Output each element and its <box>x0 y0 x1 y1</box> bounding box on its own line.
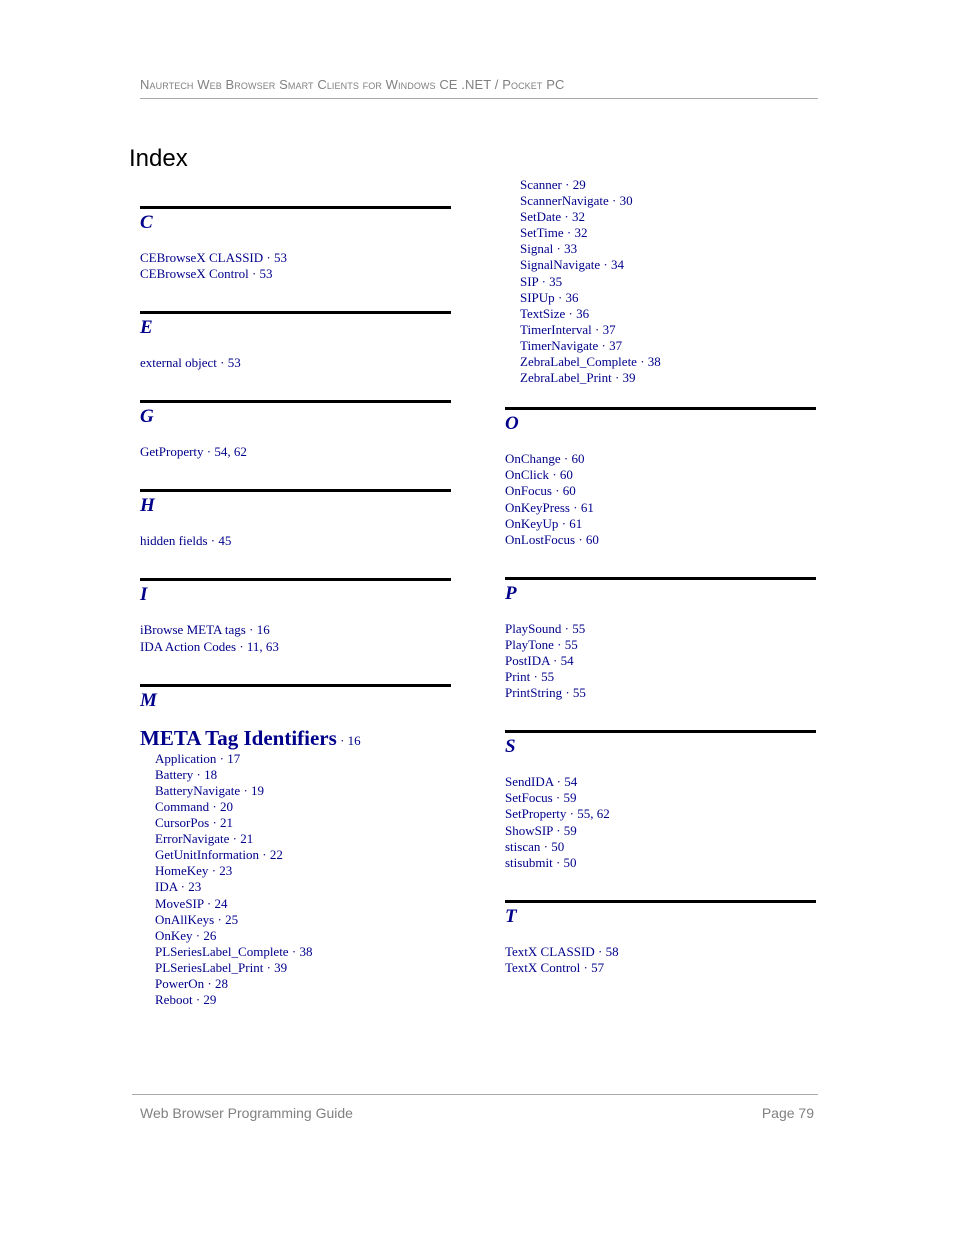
index-term[interactable]: CEBrowseX CLASSID <box>140 250 264 265</box>
section-entries <box>505 607 816 701</box>
index-term[interactable]: OnLostFocus <box>505 531 576 547</box>
separator: · <box>208 863 220 879</box>
separator: · <box>549 467 560 483</box>
index-entry[interactable] <box>505 855 816 871</box>
separator: · <box>192 992 204 1008</box>
page-reference[interactable]: 60 <box>559 467 573 483</box>
separator: · <box>216 750 228 766</box>
index-term[interactable]: Signal <box>520 241 554 257</box>
section-rule <box>140 578 451 581</box>
section-rule <box>505 730 816 733</box>
page-reference[interactable]: 11, 63 <box>246 638 279 654</box>
page-reference[interactable]: 29 <box>572 177 586 192</box>
separator: · <box>553 636 565 652</box>
page-reference[interactable]: 53 <box>274 250 287 265</box>
page-reference[interactable]: 54, 62 <box>214 444 247 460</box>
separator: · <box>566 806 578 822</box>
section-letter: T <box>505 905 517 927</box>
meta-subentry[interactable] <box>155 960 451 976</box>
index-section-e <box>140 311 451 371</box>
meta-subentry[interactable] <box>520 274 816 290</box>
running-header: Naurtech Web Browser Smart Clients for Windows CE .NET / Pocket PC <box>140 77 818 99</box>
page-reference[interactable]: 60 <box>571 451 585 467</box>
meta-subentry[interactable] <box>520 322 816 338</box>
section-entries <box>140 519 451 549</box>
separator: · <box>594 943 606 959</box>
page-reference[interactable]: 59 <box>563 790 577 806</box>
separator: · <box>209 815 221 831</box>
index-entry[interactable] <box>140 622 451 638</box>
page-reference[interactable]: 37 <box>602 321 616 337</box>
meta-tag-term[interactable]: META Tag Identifiers <box>140 725 337 750</box>
index-term[interactable]: ScannerNavigate <box>520 193 609 209</box>
separator: · <box>263 250 274 265</box>
separator: · <box>560 451 572 467</box>
separator: · <box>562 685 573 701</box>
meta-subentry[interactable] <box>520 209 816 225</box>
index-section-o <box>505 407 816 548</box>
meta-subentry[interactable] <box>520 225 816 241</box>
index-entry[interactable] <box>140 266 451 282</box>
page-reference[interactable]: 18 <box>204 766 218 782</box>
meta-subentry[interactable] <box>520 193 816 209</box>
index-term[interactable]: SignalNavigate <box>520 257 601 273</box>
page-reference[interactable]: 19 <box>251 782 265 798</box>
index-term[interactable]: iBrowse META tags <box>140 622 246 638</box>
page-reference[interactable]: 61 <box>580 499 594 515</box>
section-letter: S <box>505 736 516 758</box>
section-entries <box>140 341 451 371</box>
index-section-c <box>140 206 451 282</box>
section-letter: G <box>140 406 154 428</box>
index-term[interactable]: OnClick <box>505 467 550 483</box>
separator: · <box>192 927 204 943</box>
index-term[interactable]: SendIDA <box>505 774 554 790</box>
section-letter: O <box>505 413 519 435</box>
section-letter: C <box>140 212 153 233</box>
page-reference[interactable]: 28 <box>214 975 228 991</box>
separator: · <box>214 911 226 927</box>
separator: · <box>552 822 564 838</box>
section-letter: P <box>505 582 517 604</box>
meta-subentry[interactable] <box>155 912 451 928</box>
page-reference[interactable]: 50 <box>563 854 577 870</box>
section-entries <box>505 437 816 548</box>
separator: · <box>540 838 552 854</box>
section-letter: I <box>140 584 148 606</box>
index-section-h <box>140 489 451 549</box>
separator: · <box>538 273 550 289</box>
index-entry[interactable] <box>140 639 451 655</box>
index-column-left <box>140 206 451 1008</box>
page-reference[interactable]: 33 <box>564 241 578 257</box>
separator: · <box>558 515 570 531</box>
index-term[interactable]: PowerOn <box>155 975 205 991</box>
section-rule <box>505 900 816 903</box>
index-entry[interactable] <box>140 533 451 549</box>
separator: · <box>240 782 252 798</box>
meta-subentry[interactable] <box>520 354 816 370</box>
meta-tag-pages: · 16 <box>336 732 361 748</box>
section-entries <box>140 608 451 654</box>
meta-subentry[interactable] <box>520 370 816 386</box>
index-term[interactable]: Reboot <box>155 992 193 1008</box>
meta-subentry[interactable] <box>155 783 451 799</box>
meta-tag-page-number[interactable]: 16 <box>347 732 361 748</box>
right-sections <box>505 407 816 976</box>
separator: · <box>553 241 565 257</box>
index-term[interactable]: PLSeriesLabel_Print <box>155 959 264 975</box>
index-entry[interactable] <box>505 839 816 855</box>
meta-subentry[interactable] <box>155 767 451 783</box>
index-term[interactable]: OnFocus <box>505 483 552 499</box>
section-entries <box>505 930 816 976</box>
meta-subentry[interactable] <box>155 928 451 944</box>
index-entry[interactable] <box>505 500 816 516</box>
footer-page-number: Page 79 <box>761 1105 814 1121</box>
page-reference[interactable]: 58 <box>605 943 619 959</box>
page-reference[interactable]: 22 <box>269 847 283 863</box>
index-term[interactable]: ZebraLabel_Complete <box>520 354 637 370</box>
index-entry[interactable] <box>505 451 816 467</box>
page-reference[interactable]: 55 <box>564 636 578 652</box>
page-reference[interactable]: 38 <box>299 943 313 959</box>
index-term[interactable]: OnKeyUp <box>505 515 559 531</box>
section-letter: M <box>140 689 157 711</box>
index-term[interactable]: MoveSIP <box>155 895 204 911</box>
separator: · <box>591 321 603 337</box>
page-reference[interactable]: 61 <box>569 515 583 531</box>
index-term[interactable]: Command <box>155 798 210 814</box>
index-term[interactable]: stisubmit <box>505 854 553 870</box>
index-term[interactable]: Print <box>505 669 531 685</box>
separator: · <box>561 620 573 636</box>
index-term[interactable]: stiscan <box>505 838 541 854</box>
separator: · <box>248 266 260 282</box>
index-entry[interactable] <box>505 637 816 653</box>
page-reference[interactable]: 36 <box>565 289 579 305</box>
page-reference[interactable]: 39 <box>274 959 288 975</box>
page-reference[interactable]: 35 <box>549 273 563 289</box>
separator: · <box>611 370 623 386</box>
index-section-s <box>505 730 816 871</box>
section-rule <box>140 684 451 687</box>
page-reference[interactable]: 34 <box>611 257 624 273</box>
index-term[interactable]: SetFocus <box>505 790 553 806</box>
separator: · <box>580 959 592 975</box>
index-term[interactable]: ShowSIP <box>505 822 553 838</box>
section-rule <box>140 489 451 492</box>
index-term[interactable]: TextSize <box>520 305 566 321</box>
footer-title: Web Browser Programming Guide <box>140 1105 353 1121</box>
separator: · <box>236 638 247 654</box>
page-reference[interactable]: 21 <box>220 815 234 831</box>
index-term[interactable]: SetProperty <box>505 806 567 822</box>
page-reference[interactable]: 53 <box>259 266 273 282</box>
meta-subentry[interactable] <box>520 306 816 322</box>
index-term[interactable]: PrintString <box>505 685 563 701</box>
index-entry[interactable] <box>505 669 816 685</box>
separator: · <box>177 879 189 895</box>
index-entry[interactable] <box>505 483 816 499</box>
page-reference[interactable]: 29 <box>203 992 217 1008</box>
index-term[interactable]: IDA <box>155 879 178 895</box>
separator: · <box>229 831 241 847</box>
index-entry[interactable] <box>505 532 816 548</box>
index-term[interactable]: PostIDA <box>505 652 550 668</box>
page-reference[interactable]: 38 <box>647 354 661 370</box>
left-sections <box>140 206 451 714</box>
page-reference[interactable]: 25 <box>225 911 239 927</box>
index-section-p <box>505 577 816 701</box>
index-term[interactable]: BatteryNavigate <box>155 782 241 798</box>
section-entries <box>140 430 451 460</box>
page-reference[interactable]: 55, 62 <box>577 806 610 822</box>
index-entry[interactable] <box>505 685 816 701</box>
meta-subentry[interactable] <box>520 338 816 354</box>
separator: · <box>204 975 215 991</box>
page-reference[interactable]: 20 <box>220 798 234 814</box>
page-reference[interactable]: 54 <box>564 774 578 790</box>
section-letter: H <box>140 495 155 517</box>
page-reference[interactable]: 26 <box>203 927 217 943</box>
separator: · <box>209 798 221 814</box>
index-column-right <box>505 177 816 976</box>
separator: · <box>258 847 270 863</box>
section-entries <box>505 760 816 871</box>
meta-tag-subentries-continued <box>505 177 816 386</box>
index-section-g <box>140 400 451 460</box>
meta-subentry[interactable] <box>155 992 451 1008</box>
page-title: Index <box>129 145 188 172</box>
meta-subentry[interactable] <box>520 257 816 273</box>
separator: · <box>263 959 275 975</box>
separator: · <box>549 652 561 668</box>
index-term[interactable]: TextX Control <box>505 959 581 975</box>
index-term[interactable]: ZebraLabel_Print <box>520 370 612 386</box>
index-term[interactable]: CursorPos <box>155 815 210 831</box>
meta-subentry[interactable] <box>155 751 451 767</box>
section-rule <box>140 400 451 403</box>
index-term[interactable]: TimerNavigate <box>520 337 599 353</box>
separator: · <box>563 225 575 241</box>
index-term[interactable]: Battery <box>155 766 194 782</box>
page-reference[interactable]: 53 <box>227 355 241 371</box>
index-entry[interactable] <box>140 444 451 460</box>
index-term[interactable]: OnKeyPress <box>505 499 570 515</box>
separator: · <box>561 177 573 192</box>
index-term[interactable]: IDA Action Codes <box>140 638 237 654</box>
index-term[interactable]: OnChange <box>505 451 561 467</box>
separator: · <box>608 193 620 209</box>
meta-subentry[interactable] <box>155 799 451 815</box>
index-entry[interactable] <box>505 806 816 822</box>
page-reference[interactable]: 39 <box>622 370 636 386</box>
page-reference[interactable]: 32 <box>574 225 588 241</box>
index-entry[interactable] <box>505 467 816 483</box>
separator: · <box>530 669 542 685</box>
index-entry[interactable] <box>505 960 816 976</box>
index-term[interactable]: GetProperty <box>140 444 204 460</box>
index-entry[interactable] <box>140 250 451 266</box>
meta-tag-subentries <box>140 751 451 1009</box>
separator: · <box>203 444 215 460</box>
page-reference[interactable]: 23 <box>219 863 233 879</box>
index-entry[interactable] <box>505 823 816 839</box>
separator: · <box>554 289 566 305</box>
meta-subentry[interactable] <box>520 241 816 257</box>
page-footer <box>132 1094 818 1121</box>
index-term[interactable]: PlayTone <box>505 636 554 652</box>
page-reference[interactable]: 55 <box>541 669 555 685</box>
index-term[interactable]: TextX CLASSID <box>505 943 595 959</box>
page-reference[interactable]: 54 <box>560 652 574 668</box>
index-term[interactable]: hidden fields <box>140 533 208 549</box>
index-term[interactable]: PLSeriesLabel_Complete <box>155 943 289 959</box>
index-term[interactable]: SetTime <box>520 225 564 241</box>
separator: · <box>552 854 564 870</box>
separator: · <box>600 257 611 273</box>
page-reference[interactable]: 55 <box>572 685 586 701</box>
page-reference[interactable]: 60 <box>585 531 599 547</box>
index-term[interactable]: GetUnitInformation <box>155 847 259 863</box>
section-entries <box>140 236 451 282</box>
separator: · <box>636 354 648 370</box>
page-reference[interactable]: 16 <box>256 622 270 638</box>
page-reference[interactable]: 23 <box>188 879 202 895</box>
separator: · <box>551 483 563 499</box>
separator: · <box>193 766 205 782</box>
meta-subentry[interactable] <box>155 863 451 879</box>
page-reference[interactable]: 60 <box>562 483 576 499</box>
index-entry[interactable] <box>505 944 816 960</box>
page-reference[interactable]: 36 <box>576 305 590 321</box>
page-reference[interactable]: 17 <box>227 750 241 766</box>
index-section-m <box>140 684 451 714</box>
separator: · <box>203 895 215 911</box>
page-reference[interactable]: 57 <box>591 959 605 975</box>
index-term[interactable]: OnAllKeys <box>155 911 215 927</box>
separator: · <box>570 499 581 515</box>
meta-subentry[interactable] <box>155 944 451 960</box>
index-term[interactable]: TimerInterval <box>520 321 592 337</box>
page-reference[interactable]: 21 <box>240 831 254 847</box>
page-reference[interactable]: 45 <box>218 533 232 549</box>
separator: · <box>553 774 565 790</box>
page-reference[interactable]: 37 <box>609 337 623 353</box>
index-entry[interactable] <box>140 355 451 371</box>
section-rule <box>505 407 816 410</box>
index-term[interactable]: SIP <box>520 273 539 289</box>
index-entry[interactable] <box>505 774 816 790</box>
section-rule <box>140 206 451 209</box>
index-term[interactable]: Application <box>155 750 217 766</box>
index-term[interactable]: ErrorNavigate <box>155 831 230 847</box>
index-section-t <box>505 900 816 976</box>
separator: · <box>565 305 577 321</box>
separator: · <box>575 531 586 547</box>
index-entry[interactable] <box>505 516 816 532</box>
index-term[interactable]: external object <box>140 355 217 371</box>
separator: · <box>288 943 300 959</box>
meta-subentry[interactable] <box>155 879 451 895</box>
index-entry[interactable] <box>505 790 816 806</box>
meta-subentry[interactable] <box>155 815 451 831</box>
meta-subentry[interactable] <box>155 976 451 992</box>
section-rule <box>140 311 451 314</box>
index-term[interactable]: Scanner <box>520 177 562 192</box>
page-reference[interactable]: 59 <box>563 822 577 838</box>
page-reference[interactable]: 50 <box>551 838 565 854</box>
separator: · <box>216 355 228 371</box>
section-letter: E <box>140 317 153 339</box>
separator: · <box>598 337 610 353</box>
index-term[interactable]: SetDate <box>520 209 562 225</box>
separator: · <box>245 622 257 638</box>
meta-subentry[interactable] <box>155 831 451 847</box>
meta-subentry[interactable] <box>520 177 816 193</box>
page-reference[interactable]: 55 <box>572 620 586 636</box>
separator: · <box>561 209 572 225</box>
index-term[interactable]: SIPUp <box>520 289 555 305</box>
index-term[interactable]: OnKey <box>155 927 193 943</box>
section-rule <box>505 577 816 580</box>
index-term[interactable]: CEBrowseX Control <box>140 266 249 282</box>
index-term[interactable]: HomeKey <box>155 863 209 879</box>
page-reference[interactable]: 24 <box>214 895 228 911</box>
index-section-i <box>140 578 451 654</box>
separator: · <box>207 533 219 549</box>
separator: · <box>552 790 564 806</box>
page-reference[interactable]: 32 <box>572 209 585 225</box>
meta-subentry[interactable] <box>155 847 451 863</box>
meta-subentry[interactable] <box>520 290 816 306</box>
index-entry[interactable] <box>505 621 816 637</box>
meta-tag-entry[interactable] <box>140 725 451 751</box>
page-reference[interactable]: 30 <box>619 193 633 209</box>
meta-subentry[interactable] <box>155 896 451 912</box>
index-term[interactable]: PlaySound <box>505 620 562 636</box>
index-entry[interactable] <box>505 653 816 669</box>
